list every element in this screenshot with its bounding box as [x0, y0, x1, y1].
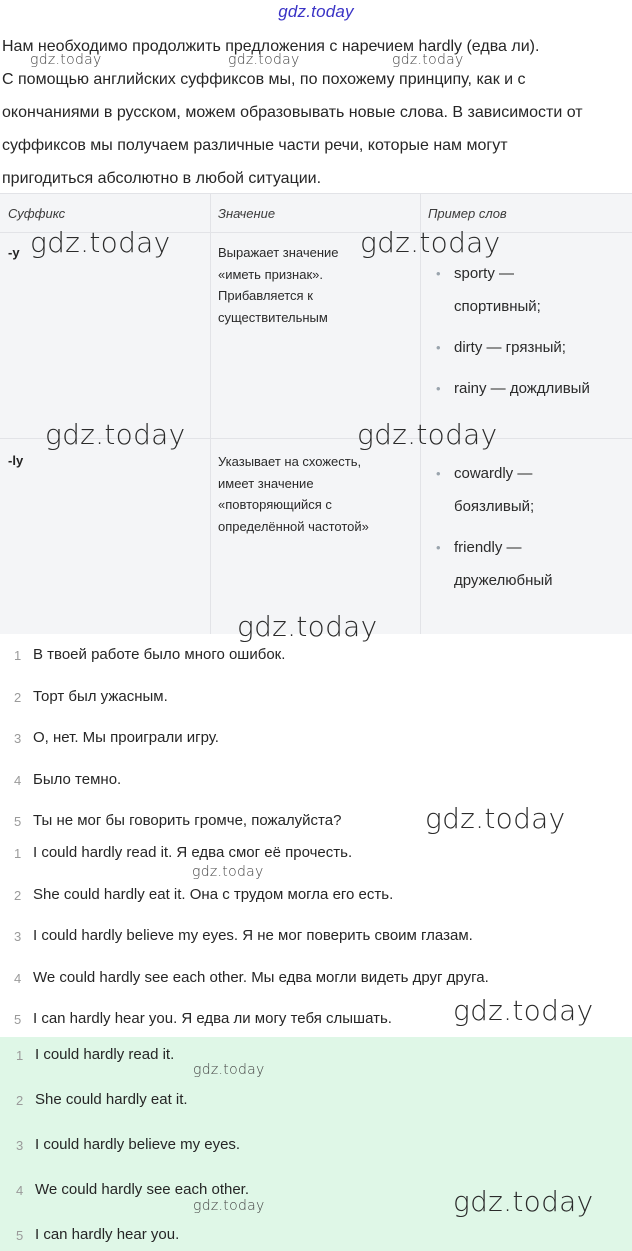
- list-item: 4 Было темно.: [14, 770, 122, 788]
- example-item: • sporty — спортивный;: [420, 257, 620, 323]
- list-item: 2 She could hardly eat it. Она с трудом могла его есть.: [14, 885, 394, 903]
- intro-line: окончаниями в русском, можем образовывать новые слова. В зависимости от: [2, 104, 583, 121]
- list-item: 5 I can hardly hear you. Я едва ли могу тебя слышать.: [14, 1010, 392, 1027]
- site-logo[interactable]: gdz.today: [278, 2, 354, 21]
- intro-line: Нам необходимо продолжить предложения с наречием hardly (едва ли).: [2, 38, 540, 55]
- header-suffix: Суффикс: [8, 206, 66, 221]
- list-item: 1 В твоей работе было много ошибок.: [14, 646, 286, 663]
- list-item: 4 We could hardly see each other.: [16, 1181, 250, 1198]
- watermark: gdz.today: [453, 994, 594, 1027]
- table-header: [0, 193, 632, 233]
- suffix-table: [0, 193, 632, 634]
- watermark: gdz.today: [237, 610, 378, 643]
- list-item: 3 О, нет. Мы проиграли игру.: [14, 729, 219, 746]
- meaning-line: существительным: [218, 309, 328, 325]
- example-item: • dirty — грязный;: [420, 331, 620, 364]
- russian-sentences-list: [0, 640, 632, 848]
- watermark: gdz.today: [192, 864, 264, 880]
- examples-list: [420, 257, 620, 413]
- translated-sentences-list: [0, 838, 632, 1046]
- meaning-cell: [218, 451, 408, 537]
- suffix-cell: -y: [8, 245, 20, 260]
- table-row: [0, 439, 632, 634]
- answer-block: [0, 1037, 632, 1251]
- list-item: 3 I could hardly believe my eyes.: [16, 1136, 241, 1153]
- list-item: 1 I could hardly read it.: [16, 1046, 175, 1063]
- list-item: 5 I can hardly hear you.: [16, 1226, 180, 1243]
- watermark: gdz.today: [357, 418, 498, 451]
- list-item: 5 Ты не мог бы говорить громче, пожалуйста?: [14, 812, 342, 829]
- meaning-cell: [218, 242, 408, 328]
- meaning-line: Указывает на схожесть,: [218, 454, 362, 469]
- examples-list: [420, 457, 620, 605]
- table-row: [0, 233, 632, 439]
- suffix-cell: -ly: [8, 453, 24, 468]
- watermark: gdz.today: [30, 226, 171, 259]
- answers-list: [0, 1039, 632, 1251]
- list-item: 1 I could hardly read it. Я едва смог её прочесть.: [14, 844, 353, 861]
- header-meaning: Значение: [218, 206, 276, 221]
- list-item: 4 We could hardly see each other. Мы едва могли видеть друг друга.: [14, 968, 489, 986]
- example-item: • friendly — дружелюбный: [420, 531, 620, 597]
- intro-line: суффиксов мы получаем различные части речи, которые нам могут: [2, 137, 508, 154]
- meaning-line: «иметь признак».: [218, 266, 323, 282]
- example-item: • rainy — дождливый: [420, 372, 620, 405]
- watermark: gdz.today: [30, 52, 102, 68]
- watermark: gdz.today: [360, 226, 501, 259]
- list-item: 3 I could hardly believe my eyes. Я не мог поверить своим глазам.: [14, 927, 473, 944]
- watermark: gdz.today: [193, 1062, 265, 1078]
- meaning-line: «повторяющийся с: [218, 497, 332, 512]
- list-item: 2 She could hardly eat it.: [16, 1091, 188, 1108]
- header-examples: Пример слов: [428, 206, 507, 221]
- list-item: 2 Торт был ужасным.: [14, 687, 168, 705]
- watermark: gdz.today: [228, 52, 300, 68]
- intro-text: [0, 30, 632, 195]
- intro-line: пригодиться абсолютно в любой ситуации.: [2, 170, 322, 187]
- meaning-line: определённой частотой»: [218, 518, 369, 534]
- meaning-line: Прибавляется к: [218, 288, 313, 303]
- meaning-line: Выражает значение: [218, 245, 339, 260]
- watermark: gdz.today: [45, 418, 186, 451]
- meaning-line: имеет значение: [218, 475, 314, 491]
- watermark: gdz.today: [193, 1198, 265, 1214]
- intro-line: С помощью английских суффиксов мы, по похожему принципу, как и с: [2, 71, 526, 88]
- watermark: gdz.today: [425, 802, 566, 835]
- example-item: • cowardly — боязливый;: [420, 457, 620, 523]
- watermark: gdz.today: [453, 1185, 594, 1218]
- watermark: gdz.today: [392, 52, 464, 68]
